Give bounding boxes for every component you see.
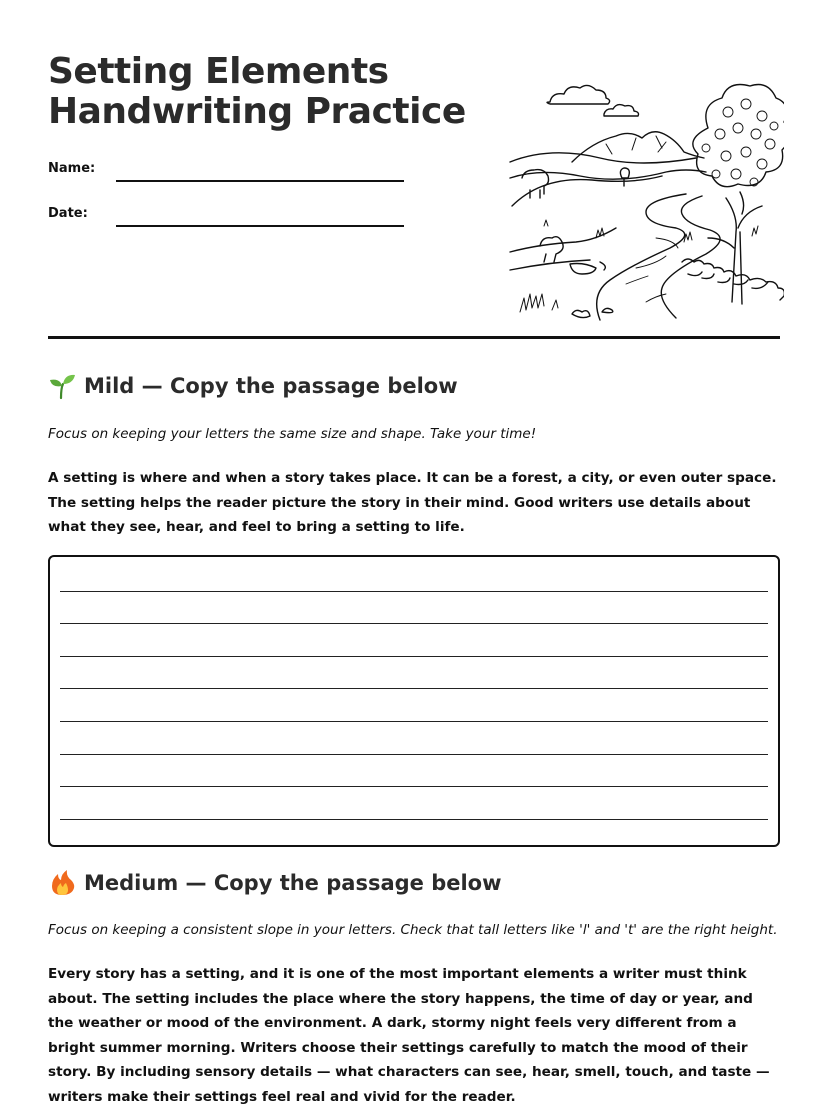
- name-label: Name:: [48, 161, 96, 176]
- writing-area-mild[interactable]: [48, 555, 780, 847]
- header-divider: [48, 336, 780, 339]
- page-title: [48, 52, 488, 132]
- writing-line: [60, 623, 768, 624]
- seedling-icon: [48, 372, 76, 400]
- date-label: Date:: [48, 206, 88, 221]
- passage-mild: A setting is where and when a story takes place. It can be a forest, a city, or even outer space. The setting helps the reader picture the story in their mind. Good writers use details about what they see, hear, and feel to bring a setting to life.: [48, 470, 777, 535]
- writing-line: [60, 591, 768, 592]
- name-field[interactable]: [116, 180, 404, 182]
- section-heading-mild-text: Mild — Copy the passage below: [84, 374, 458, 398]
- writing-line: [60, 721, 768, 722]
- section-heading-mild: [48, 372, 458, 400]
- section-instruction-medium: Focus on keeping a consistent slope in your letters. Check that tall letters like 'l' and 't' are the right height.: [48, 922, 778, 938]
- writing-line: [60, 688, 768, 689]
- landscape-illustration: [506, 78, 784, 324]
- title-line-2: Handwriting Practice: [48, 91, 466, 132]
- writing-line: [60, 786, 768, 787]
- title-line-1: Setting Elements: [48, 51, 389, 92]
- writing-line: [60, 656, 768, 657]
- writing-line: [60, 819, 768, 820]
- writing-line: [60, 754, 768, 755]
- fire-icon: [48, 869, 76, 897]
- passage-medium: Every story has a setting, and it is one of the most important elements a writer must think about. The setting includes the place where the story happens, the time of day or year, and the weather or mood of the environment. A dark, stormy night feels very different from a bright summer morning. Writers choose their settings carefully to match the mood of their story. By including sensory details — what characters can see, hear, smell, touch, and taste — writers make their settings feel real and vivid for the reader.: [48, 966, 770, 1105]
- section-heading-medium-text: Medium — Copy the passage below: [84, 871, 502, 895]
- date-field[interactable]: [116, 225, 404, 227]
- section-instruction-mild: Focus on keeping your letters the same size and shape. Take your time!: [48, 426, 537, 442]
- section-heading-medium: [48, 869, 502, 897]
